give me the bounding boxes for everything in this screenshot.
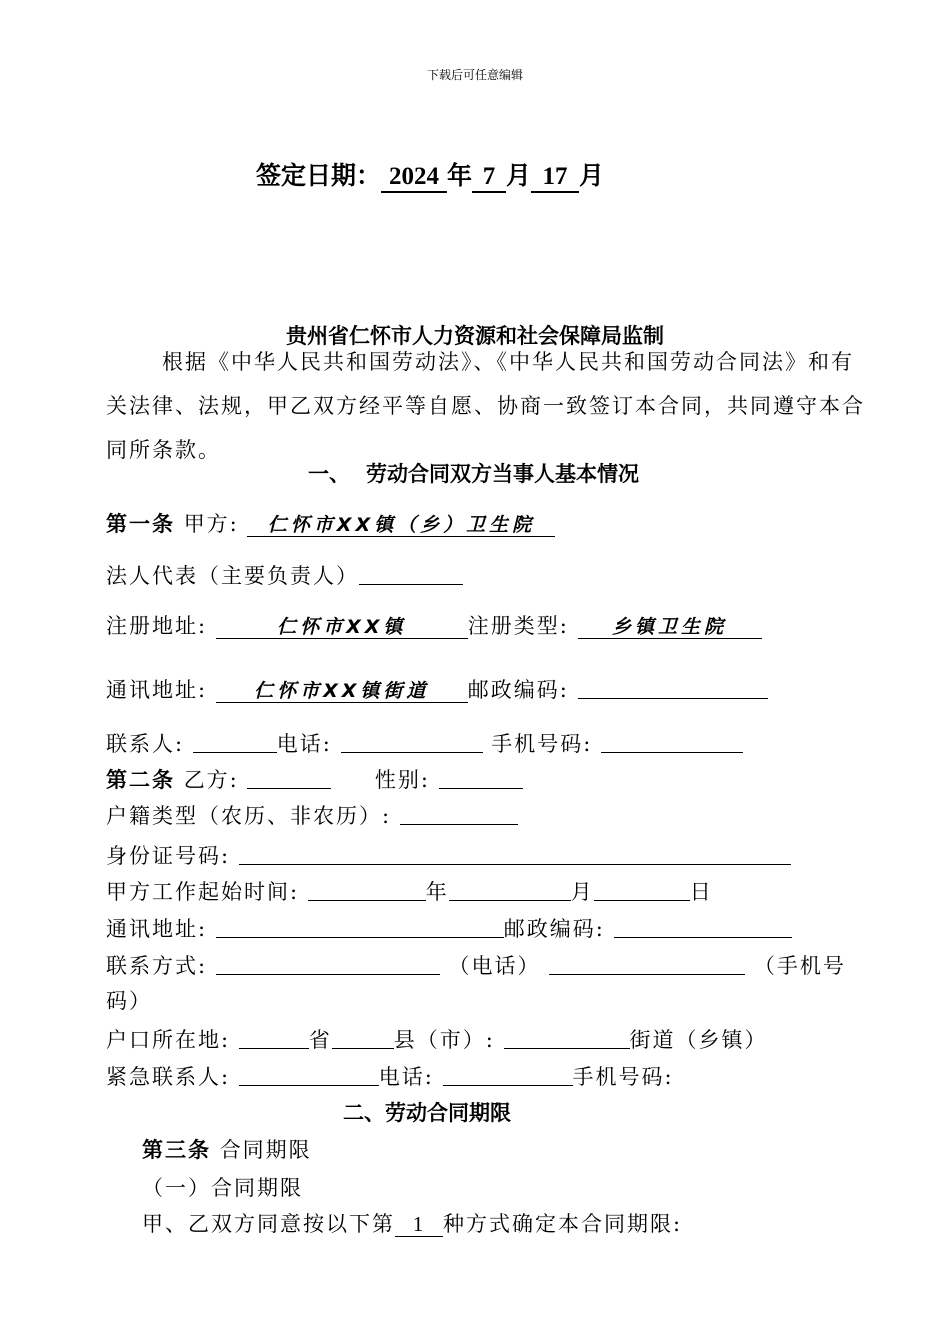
intro-paragraph: 根据《中华人民共和国劳动法》、《中华人民共和国劳动合同法》和有关法律、法规，甲乙双方经平等自愿、协商一致签订本合同，共同遵守本合同所条款。 <box>106 350 865 462</box>
b-mail-label: 通讯地址: <box>106 917 208 941</box>
emergency-row <box>106 1061 674 1091</box>
section-2-heading: 二、劳动合同期限 <box>343 1101 511 1125</box>
hukou-type-row <box>106 800 518 830</box>
id-row <box>106 840 791 870</box>
article-3-sub: （一）合同期限 <box>142 1176 303 1200</box>
sign-date-year: 2024 <box>381 163 447 193</box>
sign-date-line <box>256 156 604 193</box>
header-note: 下载后可任意编辑 <box>426 68 523 82</box>
contact-blank <box>193 730 277 753</box>
article-2-label: 第二条 <box>106 768 175 792</box>
b-postcode-blank <box>614 915 792 938</box>
section-1-number: 一、 <box>308 462 350 486</box>
emergency-phone-label: 电话: <box>378 1065 434 1089</box>
party-a-value: 仁怀市XX镇（乡）卫生院 <box>247 515 555 537</box>
article-1-party-a-row <box>106 508 555 538</box>
choice-value: 1 <box>395 1213 443 1237</box>
start-year-blank <box>308 878 426 901</box>
gender-label: 性别: <box>374 768 430 792</box>
emergency-blank <box>239 1063 379 1086</box>
choice-text-before: 甲、乙双方同意按以下第 <box>142 1212 395 1236</box>
sign-date-label: 签定日期： <box>256 161 382 190</box>
emergency-label: 紧急联系人: <box>106 1065 231 1089</box>
b-contact-row <box>106 950 846 980</box>
phone-label: 电话: <box>276 732 332 756</box>
choice-text-after: 种方式确定本合同期限: <box>443 1212 683 1236</box>
hukou-type-blank <box>400 802 518 825</box>
emergency-phone-blank <box>443 1063 573 1086</box>
contact-row <box>106 728 743 758</box>
b-mobile-paren-cont: 码） <box>106 989 152 1013</box>
article-1-label: 第一条 <box>106 512 175 536</box>
start-year-unit: 年 <box>425 880 449 904</box>
contact-label: 联系人: <box>106 732 185 756</box>
hukou-loc-row <box>106 1024 768 1054</box>
mobile-label: 手机号码: <box>491 732 593 756</box>
day-unit: 月 <box>579 161 605 190</box>
article-3-row <box>142 1134 312 1164</box>
id-blank <box>239 842 791 865</box>
year-unit: 年 <box>447 161 473 190</box>
party-a-label: 甲方: <box>183 512 239 536</box>
postcode-label: 邮政编码: <box>467 678 569 702</box>
party-b-label: 乙方: <box>183 768 239 792</box>
reg-type-value: 乡镇卫生院 <box>578 617 762 639</box>
party-b-blank <box>247 766 331 789</box>
start-label: 甲方工作起始时间: <box>106 880 300 904</box>
province-blank <box>239 1026 309 1049</box>
b-postcode-label: 邮政编码: <box>503 917 605 941</box>
mail-addr-value: 仁怀市XX镇街道 <box>216 681 468 703</box>
b-contact-label: 联系方式: <box>106 954 208 978</box>
reg-row <box>106 610 762 640</box>
start-month-blank <box>449 878 571 901</box>
postcode-blank <box>578 676 768 699</box>
legal-rep-row <box>106 560 463 590</box>
gender-blank <box>439 766 523 789</box>
start-date-row <box>106 876 713 906</box>
id-label: 身份证号码: <box>106 844 231 868</box>
month-unit: 月 <box>506 161 532 190</box>
article-3-label: 第三条 <box>142 1138 211 1162</box>
hukou-loc-label: 户口所在地: <box>106 1028 231 1052</box>
county-unit: 县（市）: <box>393 1028 495 1052</box>
start-day-blank <box>594 878 690 901</box>
street-blank <box>504 1026 630 1049</box>
b-phone-paren: （电话） <box>448 954 541 978</box>
mail-row <box>106 674 768 704</box>
province-unit: 省 <box>308 1028 332 1052</box>
reg-type-label: 注册类型: <box>467 614 569 638</box>
supervisor-title: 贵州省仁怀市人力资源和社会保障局监制 <box>286 324 664 348</box>
b-mobile-paren: （手机号 <box>753 954 846 978</box>
mobile-blank <box>601 730 743 753</box>
start-month-unit: 月 <box>570 880 594 904</box>
hukou-type-label: 户籍类型（农历、非农历）: <box>106 804 392 828</box>
legal-rep-blank <box>359 562 463 585</box>
sign-date-day: 17 <box>531 163 579 193</box>
emergency-mobile-label: 手机号码: <box>572 1065 674 1089</box>
mail-addr-label: 通讯地址: <box>106 678 208 702</box>
article-3-choice-row <box>142 1208 682 1238</box>
county-blank <box>332 1026 394 1049</box>
b-phone-blank <box>216 952 440 975</box>
street-unit: 街道（乡镇） <box>629 1028 768 1052</box>
b-mail-row <box>106 913 792 943</box>
sign-date-month: 7 <box>472 163 506 193</box>
article-3-title: 合同期限 <box>219 1138 312 1162</box>
b-mail-blank <box>216 915 504 938</box>
legal-rep-label: 法人代表（主要负责人） <box>106 564 359 588</box>
reg-addr-label: 注册地址: <box>106 614 208 638</box>
article-2-party-b-row <box>106 764 523 794</box>
start-day-unit: 日 <box>689 880 713 904</box>
reg-addr-value: 仁怀市XX镇 <box>216 617 468 639</box>
b-mobile-blank <box>549 952 745 975</box>
section-1-title: 劳动合同双方当事人基本情况 <box>366 462 639 486</box>
phone-blank <box>341 730 483 753</box>
